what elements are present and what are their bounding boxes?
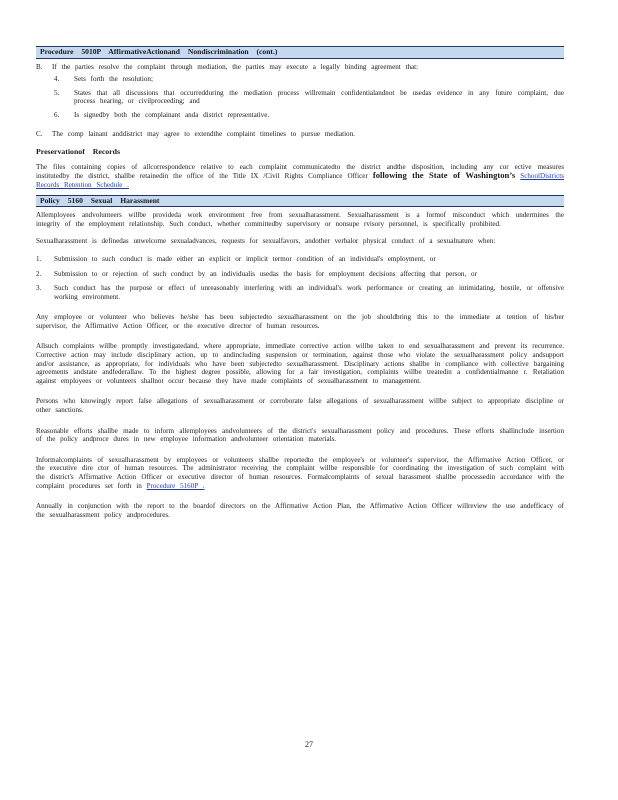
preservation-text: The files containing copies of allcorrespondence relative to each complaint communicatedto the district andthe disposition, including any cor ective measures institutedby the district, shallbe retainedin the office of the Title IX /Civil Rights Compliance Officer [36, 162, 564, 181]
policy-paragraph: Sexualharassment is definedas unwelcome sexualadvances, requests for sexualfavors, andother verbalor physical conduct of a sexualnature when: [36, 237, 496, 246]
policy-paragraph: Annually in conjunction with the report to the boardof directors on the Affirmative Action Plan, the Affirmative Action Officer willreview the use andefficacy of the sexualharassment policy andprocedures. [36, 502, 564, 519]
item-b [36, 63, 564, 72]
policy-list-item [36, 255, 564, 264]
complaint-text: Informalcomplaints of sexualharassment by employees or volunteers shallbe reportedto the employee's or volunteer's supervisor, the Affirmative Action Officer, or the executive dire ctor of human resources. The administrator receiving the complaint willbe responsible for coordinating the investigation of such complaint with the district's Affirmative Action Officer or executive director of human resources. Formalcomplaints of sexual harassment shallbe processedin accordance with the complaint procedures set forth in [36, 455, 564, 490]
policy-list-item [36, 270, 564, 279]
policy-paragraph: Reasonable efforts shallbe made to inform allemployees andvolunteers of the district's sexualharassment policy and procedures. These efforts shallinclude insertion of the policy andproce dures in new employee information andvolunteer orientation materials. [36, 426, 564, 444]
sub-item-text: Sets forth the resolution; [74, 75, 153, 84]
sub-item [54, 75, 564, 84]
sub-item-label: 4. [54, 75, 60, 84]
list-item-text: Such conduct has the purpose or effect of unreasonably interfering with an individual's work performance or creating an intimidating, hostile, or offensive working environment. [54, 284, 564, 301]
sub-item-text: Is signedby both the complainant anda district representative. [74, 110, 270, 119]
item-c [36, 130, 564, 139]
policy-paragraph: Any employee or volunteer who believes he/she has been subjectedto sexualharassment on the job shouldbring this to the immediate at tention of his/her supervisor, the Affirmative Action Officer, or the executive director of human resources. [36, 313, 564, 330]
policy-paragraph: Allsuch complaints willbe promptly investigatedand, where appropriate, immediate corrective action willbe taken to end sexualharassment and prevent its recurrence. Corrective action may include disciplinary action, up to andincluding suspension or termination, against those who violate the sexualharassment policy andsupport and/or assistance, as appropriate, for individuals who have been subjectedto sexualharassment. Disciplinary actions shallbe in compliance with collective bargaining agreements andstate andfederallaw. To the highest degree possible, allowing for a fair investigation, complaints willbe treatedin a confidentialmanne r. Retaliation against employees or volunteers shallnot occur because they have made complaints of sexualharassment to management. [36, 342, 564, 385]
sub-item-text: States that all discussions that occurredduring the mediation process willremain confidentialandnot be usedas evidence in any future complaint, due process hearing, or civilproceeding; and [74, 88, 564, 106]
preservation-paragraph [36, 163, 564, 190]
retention-schedule-link[interactable]: SchoolDistricts Records Retention Schedule . [36, 172, 564, 189]
document-page [36, 46, 564, 528]
item-text: The comp lainant anddistrict may agree to extendthe complaint timelines to pursue mediation. [52, 129, 355, 138]
list-item-label: 2. [36, 269, 42, 278]
page-number: 27 [305, 740, 313, 749]
preservation-emphasis: following the State of Washington’s [372, 170, 516, 181]
sub-item [54, 111, 564, 120]
item-text: If the parties resolve the complaint through mediation, the parties may execute a legally binding agreement that: [52, 62, 419, 71]
list-item-label: 3. [36, 284, 42, 293]
sub-item-label: 6. [54, 110, 60, 119]
list-item-text: Submission to such conduct is made either an explicit or implicit termor condition of an individual's employment, or [54, 254, 436, 263]
sub-item [54, 89, 564, 106]
sub-item-label: 5. [54, 88, 60, 97]
section-header-policy: Policy 5160 Sexual Harassment [36, 195, 564, 208]
item-label: C. [36, 129, 43, 138]
policy-paragraph: Persons who knowingly report false allegations of sexualharassment or corroborate false allegations of sexualharassment willbe subject to appropriate discipline or other sanctions. [36, 397, 564, 415]
policy-paragraph [36, 456, 564, 490]
policy-paragraph: Allemployees andvolunteers willbe provideda work environment free from sexualharassment. Sexualharassment is a formof misconduct which undermines the integrity of the employment relationship. Such conduct, whether committedby supervisory or nonsupe rvisory personnel, is specifically prohibited. [36, 211, 564, 228]
procedure-5160p-link[interactable]: Procedure 5160P . [146, 481, 205, 490]
section-header-procedure: Procedure 5010P AffirmativeActionand Nondiscrimination (cont.) [36, 46, 564, 59]
list-item-label: 1. [36, 254, 42, 263]
policy-list-item [36, 284, 564, 301]
item-label: B. [36, 62, 43, 71]
preservation-heading: Preservationof Records [36, 147, 121, 157]
list-item-text: Submission to or rejection of such conduct by an individualis usedas the basis for employment decisions affecting that person, or [54, 269, 477, 278]
